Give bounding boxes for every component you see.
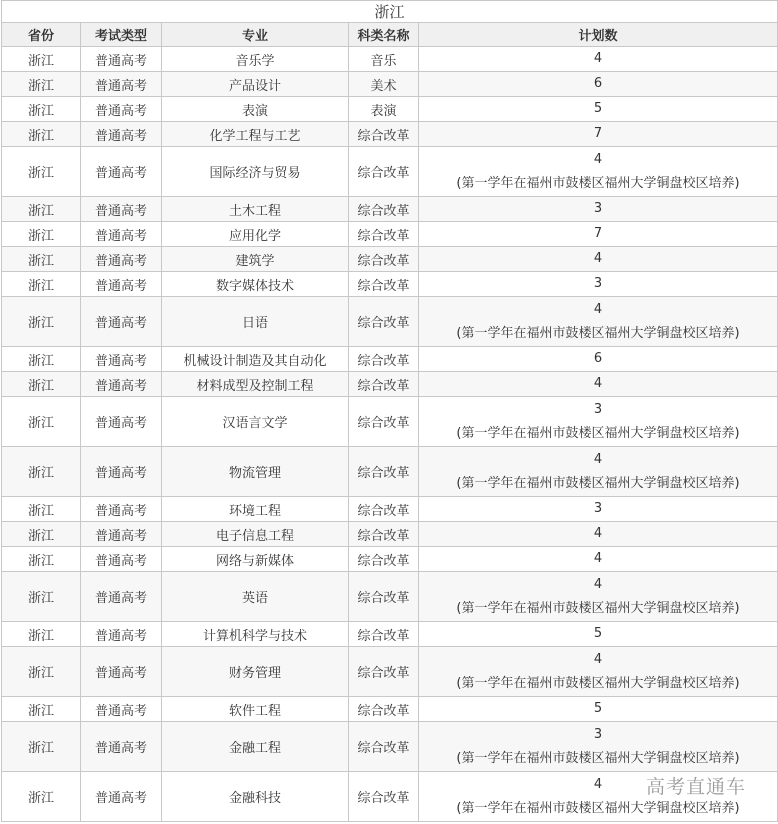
plan-count: 4 — [593, 301, 603, 317]
table-row — [2, 47, 778, 72]
cell-category: 综合改革 — [349, 622, 419, 647]
cell-plan — [419, 572, 778, 622]
header-province: 省份 — [2, 23, 81, 47]
cell-major: 国际经济与贸易 — [162, 147, 349, 197]
cell-exam-type: 普通高考 — [81, 347, 162, 372]
cell-plan — [419, 222, 778, 247]
cell-province: 浙江 — [2, 247, 81, 272]
cell-plan — [419, 197, 778, 222]
cell-province: 浙江 — [2, 647, 81, 697]
cell-category: 综合改革 — [349, 197, 419, 222]
table-row — [2, 197, 778, 222]
table-row — [2, 72, 778, 97]
plan-count: 4 — [593, 251, 603, 266]
cell-exam-type: 普通高考 — [81, 97, 162, 122]
cell-category: 综合改革 — [349, 372, 419, 397]
cell-major: 环境工程 — [162, 497, 349, 522]
cell-major: 软件工程 — [162, 697, 349, 722]
plan-note: (第一学年在福州市鼓楼区福州大学铜盘校区培养) — [456, 325, 740, 341]
cell-province: 浙江 — [2, 297, 81, 347]
cell-plan — [419, 547, 778, 572]
cell-plan — [419, 447, 778, 497]
cell-exam-type: 普通高考 — [81, 722, 162, 772]
cell-major: 电子信息工程 — [162, 522, 349, 547]
table-title-row — [2, 1, 778, 23]
cell-province: 浙江 — [2, 722, 81, 772]
table-row — [2, 647, 778, 697]
cell-province: 浙江 — [2, 772, 81, 822]
cell-major: 化学工程与工艺 — [162, 122, 349, 147]
cell-major: 物流管理 — [162, 447, 349, 497]
plan-count: 4 — [593, 651, 603, 667]
cell-major: 计算机科学与技术 — [162, 622, 349, 647]
table-row — [2, 497, 778, 522]
cell-exam-type: 普通高考 — [81, 197, 162, 222]
plan-note: (第一学年在福州市鼓楼区福州大学铜盘校区培养) — [456, 675, 740, 691]
cell-category: 综合改革 — [349, 272, 419, 297]
cell-province: 浙江 — [2, 347, 81, 372]
cell-exam-type: 普通高考 — [81, 297, 162, 347]
cell-province: 浙江 — [2, 622, 81, 647]
cell-exam-type: 普通高考 — [81, 697, 162, 722]
cell-province: 浙江 — [2, 122, 81, 147]
cell-plan — [419, 397, 778, 447]
cell-province: 浙江 — [2, 572, 81, 622]
plan-count: 4 — [593, 376, 603, 391]
cell-plan — [419, 722, 778, 772]
cell-major: 表演 — [162, 97, 349, 122]
cell-category: 综合改革 — [349, 247, 419, 272]
cell-exam-type: 普通高考 — [81, 47, 162, 72]
plan-count: 3 — [593, 201, 603, 216]
cell-plan — [419, 297, 778, 347]
table-row — [2, 572, 778, 622]
cell-category: 综合改革 — [349, 497, 419, 522]
cell-category: 综合改革 — [349, 347, 419, 372]
plan-note: (第一学年在福州市鼓楼区福州大学铜盘校区培养) — [456, 800, 740, 816]
cell-category: 综合改革 — [349, 147, 419, 197]
plan-note: (第一学年在福州市鼓楼区福州大学铜盘校区培养) — [456, 175, 740, 191]
cell-plan — [419, 122, 778, 147]
cell-province: 浙江 — [2, 222, 81, 247]
cell-category: 综合改革 — [349, 722, 419, 772]
plan-count: 4 — [593, 451, 603, 467]
cell-province: 浙江 — [2, 397, 81, 447]
plan-count: 4 — [593, 51, 603, 66]
plan-count: 6 — [593, 351, 603, 366]
cell-plan — [419, 622, 778, 647]
table-row — [2, 722, 778, 772]
cell-major: 财务管理 — [162, 647, 349, 697]
cell-major: 材料成型及控制工程 — [162, 372, 349, 397]
table-row — [2, 522, 778, 547]
header-category: 科类名称 — [349, 23, 419, 47]
cell-major: 应用化学 — [162, 222, 349, 247]
table-row — [2, 247, 778, 272]
cell-province: 浙江 — [2, 372, 81, 397]
cell-plan — [419, 47, 778, 72]
watermark-text: 高考直通车 — [645, 776, 746, 798]
plan-count: 3 — [593, 401, 603, 417]
table-title: 浙江 — [2, 1, 778, 23]
cell-plan — [419, 147, 778, 197]
plan-count: 3 — [593, 501, 603, 516]
cell-exam-type: 普通高考 — [81, 547, 162, 572]
plan-note: (第一学年在福州市鼓楼区福州大学铜盘校区培养) — [456, 475, 740, 491]
table-row — [2, 372, 778, 397]
plan-count: 5 — [593, 626, 603, 641]
cell-category: 综合改革 — [349, 572, 419, 622]
cell-category: 综合改革 — [349, 547, 419, 572]
cell-province: 浙江 — [2, 547, 81, 572]
plan-count: 4 — [593, 526, 603, 541]
table-row — [2, 547, 778, 572]
cell-exam-type: 普通高考 — [81, 222, 162, 247]
cell-exam-type: 普通高考 — [81, 522, 162, 547]
cell-exam-type: 普通高考 — [81, 147, 162, 197]
plan-count: 5 — [593, 701, 603, 716]
plan-count: 4 — [593, 551, 603, 566]
plan-count: 4 — [593, 151, 603, 167]
cell-category: 音乐 — [349, 47, 419, 72]
cell-exam-type: 普通高考 — [81, 272, 162, 297]
cell-major: 英语 — [162, 572, 349, 622]
cell-exam-type: 普通高考 — [81, 247, 162, 272]
cell-major: 建筑学 — [162, 247, 349, 272]
header-major: 专业 — [162, 23, 349, 47]
cell-plan — [419, 522, 778, 547]
cell-province: 浙江 — [2, 47, 81, 72]
cell-major: 机械设计制造及其自动化 — [162, 347, 349, 372]
cell-exam-type: 普通高考 — [81, 647, 162, 697]
table-row — [2, 397, 778, 447]
cell-province: 浙江 — [2, 147, 81, 197]
cell-major: 数字媒体技术 — [162, 272, 349, 297]
cell-plan — [419, 247, 778, 272]
table-row — [2, 297, 778, 347]
cell-plan — [419, 497, 778, 522]
plan-count: 7 — [593, 226, 603, 241]
table-row — [2, 622, 778, 647]
plan-count: 3 — [593, 276, 603, 291]
cell-category: 综合改革 — [349, 772, 419, 822]
cell-category: 综合改革 — [349, 297, 419, 347]
cell-major: 汉语言文学 — [162, 397, 349, 447]
cell-exam-type: 普通高考 — [81, 772, 162, 822]
cell-exam-type: 普通高考 — [81, 72, 162, 97]
cell-province: 浙江 — [2, 447, 81, 497]
cell-major: 音乐学 — [162, 47, 349, 72]
table-header-row — [2, 23, 778, 47]
cell-province: 浙江 — [2, 497, 81, 522]
header-exam-type: 考试类型 — [81, 23, 162, 47]
cell-province: 浙江 — [2, 72, 81, 97]
plan-count: 4 — [593, 576, 603, 592]
table-row — [2, 347, 778, 372]
cell-plan — [419, 372, 778, 397]
cell-category: 综合改革 — [349, 122, 419, 147]
cell-major: 金融科技 — [162, 772, 349, 822]
cell-category: 表演 — [349, 97, 419, 122]
cell-exam-type: 普通高考 — [81, 622, 162, 647]
cell-exam-type: 普通高考 — [81, 497, 162, 522]
cell-category: 美术 — [349, 72, 419, 97]
cell-plan — [419, 347, 778, 372]
cell-plan — [419, 697, 778, 722]
cell-plan — [419, 647, 778, 697]
cell-province: 浙江 — [2, 522, 81, 547]
cell-category: 综合改革 — [349, 222, 419, 247]
table-row — [2, 222, 778, 247]
table-row — [2, 147, 778, 197]
cell-province: 浙江 — [2, 97, 81, 122]
cell-province: 浙江 — [2, 272, 81, 297]
cell-plan — [419, 97, 778, 122]
plan-count: 3 — [593, 726, 603, 742]
header-plan-count: 计划数 — [419, 23, 778, 47]
cell-exam-type: 普通高考 — [81, 122, 162, 147]
cell-major: 土木工程 — [162, 197, 349, 222]
plan-count: 7 — [593, 126, 603, 141]
cell-major: 产品设计 — [162, 72, 349, 97]
table-row — [2, 272, 778, 297]
plan-note: (第一学年在福州市鼓楼区福州大学铜盘校区培养) — [456, 750, 740, 766]
plan-count: 6 — [593, 76, 603, 91]
table-row — [2, 122, 778, 147]
cell-major: 日语 — [162, 297, 349, 347]
cell-province: 浙江 — [2, 697, 81, 722]
cell-category: 综合改革 — [349, 647, 419, 697]
cell-category: 综合改革 — [349, 447, 419, 497]
admission-plan-table — [1, 0, 778, 822]
cell-province: 浙江 — [2, 197, 81, 222]
cell-exam-type: 普通高考 — [81, 397, 162, 447]
cell-exam-type: 普通高考 — [81, 372, 162, 397]
cell-major: 网络与新媒体 — [162, 547, 349, 572]
plan-count: 4 — [593, 776, 603, 792]
plan-note: (第一学年在福州市鼓楼区福州大学铜盘校区培养) — [456, 425, 740, 441]
cell-plan — [419, 272, 778, 297]
cell-exam-type: 普通高考 — [81, 447, 162, 497]
cell-major: 金融工程 — [162, 722, 349, 772]
table-row — [2, 447, 778, 497]
cell-exam-type: 普通高考 — [81, 572, 162, 622]
table-row — [2, 97, 778, 122]
cell-category: 综合改革 — [349, 522, 419, 547]
cell-category: 综合改革 — [349, 697, 419, 722]
plan-count: 5 — [593, 101, 603, 116]
plan-note: (第一学年在福州市鼓楼区福州大学铜盘校区培养) — [456, 600, 740, 616]
table-row — [2, 697, 778, 722]
cell-category: 综合改革 — [349, 397, 419, 447]
cell-plan — [419, 72, 778, 97]
